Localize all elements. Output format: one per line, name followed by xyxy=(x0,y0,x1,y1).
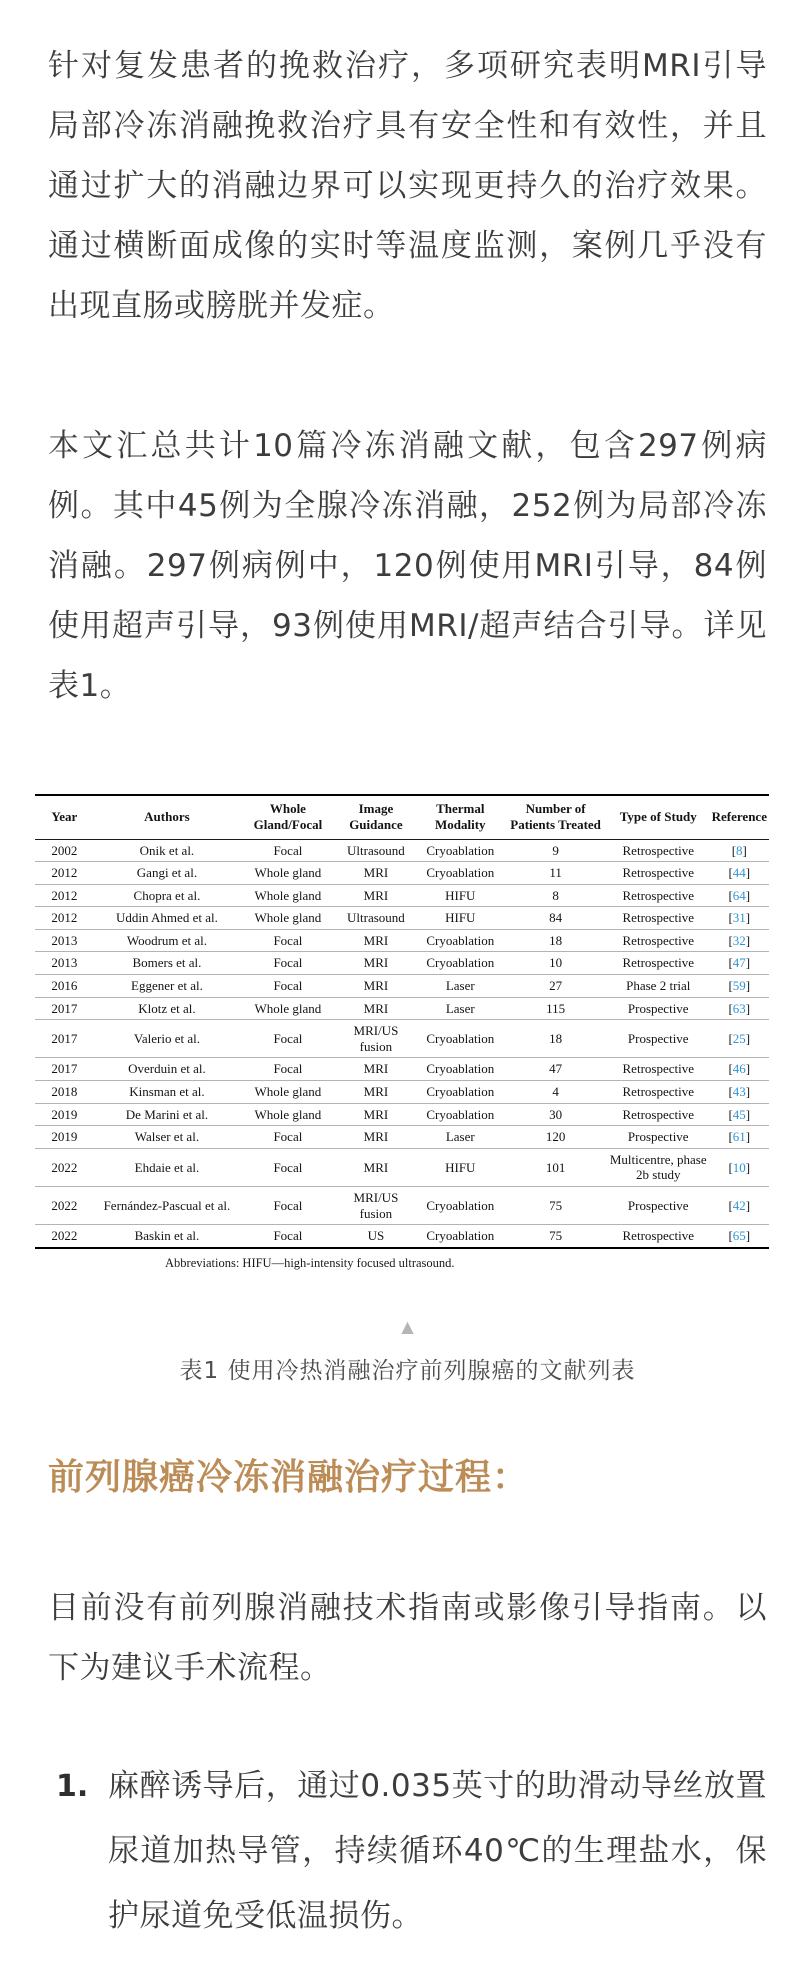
cell-year: 2022 xyxy=(51,1228,78,1244)
table-row xyxy=(35,839,769,862)
cell-guidance: MRI xyxy=(363,887,389,903)
cell-authors: Eggener et al. xyxy=(131,978,203,994)
cell-patients: 11 xyxy=(549,865,562,881)
list-item-number: 1. xyxy=(56,1768,89,1804)
table-row xyxy=(35,1126,769,1149)
table-footnote: Abbreviations: HIFU—high-intensity focused ultrasound. xyxy=(165,1255,455,1270)
cell-gland: Focal xyxy=(273,1061,303,1077)
table-row xyxy=(35,1187,769,1225)
column-header: Reference xyxy=(711,809,767,825)
cell-patients: 10 xyxy=(549,955,563,971)
cell-authors: Kinsman et al. xyxy=(129,1084,205,1100)
cell-guidance: MRI/US fusion xyxy=(353,1023,399,1054)
cell-year: 2022 xyxy=(51,1197,78,1213)
cell-guidance: MRI xyxy=(363,1106,389,1122)
cell-guidance: Ultrasound xyxy=(347,910,405,926)
cell-study: Retrospective xyxy=(622,887,694,903)
cell-study: Retrospective xyxy=(622,1061,694,1077)
cell-year: 2012 xyxy=(51,910,78,926)
column-header: Image Guidance xyxy=(349,801,403,833)
cell-guidance: MRI xyxy=(363,1159,389,1175)
cell-reference-link[interactable]: [46] xyxy=(728,1061,751,1077)
cell-year: 2019 xyxy=(51,1106,78,1122)
cell-patients: 8 xyxy=(552,887,559,903)
cell-gland: Focal xyxy=(273,1129,303,1145)
cell-gland: Whole gland xyxy=(254,865,322,881)
cell-study: Retrospective xyxy=(622,932,694,948)
cell-authors: Klotz et al. xyxy=(138,1000,196,1016)
cell-study: Multicentre, phase 2b study xyxy=(609,1151,707,1183)
cell-study: Retrospective xyxy=(622,842,694,858)
cell-reference-link[interactable]: [59] xyxy=(728,978,751,994)
cell-reference-link[interactable]: [61] xyxy=(728,1129,751,1145)
cell-patients: 18 xyxy=(549,932,563,948)
column-header: Thermal Modality xyxy=(435,801,486,833)
cell-gland: Whole gland xyxy=(254,1106,322,1122)
cell-study: Retrospective xyxy=(622,1106,694,1122)
cell-authors: Uddin Ahmed et al. xyxy=(116,910,218,926)
cell-study: Prospective xyxy=(627,1129,689,1145)
cell-study: Prospective xyxy=(627,1000,689,1016)
cell-reference-link[interactable]: [10] xyxy=(728,1159,751,1175)
table-row xyxy=(35,929,769,952)
column-header: Number of Patients Treated xyxy=(510,801,601,833)
cell-patients: 120 xyxy=(545,1129,566,1145)
table-header-row xyxy=(35,795,769,839)
cell-patients: 18 xyxy=(549,1031,563,1047)
cell-authors: Onik et al. xyxy=(139,842,195,858)
cell-gland: Focal xyxy=(273,955,303,971)
cell-authors: Woodrum et al. xyxy=(126,932,208,948)
cell-patients: 84 xyxy=(549,910,563,926)
cell-modality: HIFU xyxy=(445,887,476,903)
cell-modality: Cryoablation xyxy=(426,865,495,881)
cell-modality: Cryoablation xyxy=(426,1061,495,1077)
table-row xyxy=(35,884,769,907)
cell-patients: 75 xyxy=(549,1228,563,1244)
cell-guidance: MRI xyxy=(363,1129,389,1145)
cell-authors: Baskin et al. xyxy=(134,1228,200,1244)
cell-reference-link[interactable]: [47] xyxy=(728,955,751,971)
cell-reference-link[interactable]: [8] xyxy=(731,842,747,858)
cell-patients: 101 xyxy=(545,1159,566,1175)
cell-patients: 115 xyxy=(546,1000,566,1016)
paragraph-literature-summary: 本文汇总共计10篇冷冻消融文献，包含297例病例。其中45例为全腺冷冻消融，252例为局部冷冻消融。297例病例中，120例使用MRI引导，84例使用超声引导，93例使用MRI/超声结合引导。详见表1。 xyxy=(48,428,767,704)
cell-patients: 47 xyxy=(549,1061,563,1077)
cell-authors: De Marini et al. xyxy=(125,1106,209,1122)
cell-patients: 30 xyxy=(549,1106,563,1122)
table-row xyxy=(35,997,769,1020)
cell-year: 2002 xyxy=(51,842,78,858)
cell-study: Retrospective xyxy=(622,1084,694,1100)
cell-gland: Focal xyxy=(273,978,303,994)
cell-authors: Gangi et al. xyxy=(136,865,198,881)
cell-guidance: MRI xyxy=(363,1084,389,1100)
cell-reference-link[interactable]: [32] xyxy=(728,932,751,948)
cell-study: Retrospective xyxy=(622,865,694,881)
table-row xyxy=(35,1058,769,1081)
column-header: Authors xyxy=(144,809,190,825)
cell-modality: HIFU xyxy=(445,910,476,926)
table-caption: 表1 使用冷热消融治疗前列腺癌的文献列表 xyxy=(179,1357,636,1384)
cell-reference-link[interactable]: [64] xyxy=(728,887,751,903)
section-heading-cryoablation-process: 前列腺癌冷冻消融治疗过程： xyxy=(48,1456,530,1497)
cell-modality: Cryoablation xyxy=(426,842,495,858)
table-row xyxy=(35,907,769,930)
literature-table-figure xyxy=(35,794,769,1271)
table-row xyxy=(35,1081,769,1104)
cell-year: 2017 xyxy=(51,1061,78,1077)
cell-authors: Ehdaie et al. xyxy=(134,1159,200,1175)
cell-modality: Cryoablation xyxy=(426,1084,495,1100)
cell-gland: Focal xyxy=(273,1159,303,1175)
cell-gland: Whole gland xyxy=(254,1084,322,1100)
cell-reference-link[interactable]: [45] xyxy=(728,1106,751,1122)
cell-authors: Bomers et al. xyxy=(132,955,202,971)
table-row xyxy=(35,1225,769,1248)
paragraph-guidelines: 目前没有前列腺消融技术指南或影像引导指南。以下为建议手术流程。 xyxy=(48,1589,767,1686)
cell-study: Phase 2 trial xyxy=(626,978,691,994)
cell-modality: Laser xyxy=(445,978,475,994)
cell-year: 2016 xyxy=(51,978,78,994)
cell-reference-link[interactable]: [63] xyxy=(728,1000,751,1016)
table-row xyxy=(35,975,769,998)
cell-patients: 4 xyxy=(552,1084,559,1100)
cell-modality: Laser xyxy=(445,1000,475,1016)
procedure-list xyxy=(48,1754,767,1949)
cell-reference-link[interactable]: [31] xyxy=(728,910,751,926)
cell-modality: Cryoablation xyxy=(426,1106,495,1122)
cell-guidance: US xyxy=(367,1228,385,1244)
cell-year: 2012 xyxy=(51,887,78,903)
cell-modality: Cryoablation xyxy=(426,1228,495,1244)
cell-year: 2013 xyxy=(51,932,78,948)
literature-table xyxy=(35,794,769,1249)
cell-modality: Cryoablation xyxy=(426,932,495,948)
cell-gland: Whole gland xyxy=(254,887,322,903)
cell-authors: Fernández-Pascual et al. xyxy=(103,1197,231,1213)
cell-gland: Whole gland xyxy=(254,910,322,926)
cell-patients: 9 xyxy=(552,842,559,858)
cell-study: Retrospective xyxy=(622,1228,694,1244)
cell-modality: HIFU xyxy=(445,1159,476,1175)
table-row xyxy=(35,862,769,885)
cell-reference-link[interactable]: [44] xyxy=(728,865,751,881)
cell-gland: Focal xyxy=(273,932,303,948)
cell-modality: Laser xyxy=(445,1129,475,1145)
cell-reference-link[interactable]: [65] xyxy=(728,1228,751,1244)
cell-guidance: MRI xyxy=(363,865,389,881)
procedure-list-item xyxy=(48,1754,767,1949)
list-item-text: 麻醉诱导后，通过0.035英寸的助滑动导丝放置尿道加热导管，持续循环40℃的生理盐水，保护尿道免受低温损伤。 xyxy=(108,1767,767,1934)
cell-guidance: MRI xyxy=(363,955,389,971)
cell-guidance: MRI xyxy=(363,1061,389,1077)
cell-year: 2017 xyxy=(51,1000,78,1016)
cell-patients: 75 xyxy=(549,1197,563,1213)
cell-year: 2013 xyxy=(51,955,78,971)
cell-authors: Chopra et al. xyxy=(133,887,201,903)
cell-guidance: MRI/US fusion xyxy=(353,1190,399,1221)
cell-guidance: MRI xyxy=(363,978,389,994)
cell-study: Prospective xyxy=(627,1197,689,1213)
cell-gland: Whole gland xyxy=(254,1000,322,1016)
cell-gland: Focal xyxy=(273,1031,303,1047)
cell-reference-link[interactable]: [42] xyxy=(728,1197,751,1213)
cell-gland: Focal xyxy=(273,1228,303,1244)
cell-year: 2022 xyxy=(51,1159,78,1175)
cell-reference-link[interactable]: [43] xyxy=(728,1084,751,1100)
table-row xyxy=(35,1148,769,1186)
cell-guidance: MRI xyxy=(363,932,389,948)
collapse-table-button[interactable] xyxy=(48,1317,767,1336)
cell-gland: Focal xyxy=(273,1197,303,1213)
cell-study: Retrospective xyxy=(622,955,694,971)
paragraph-salvage-treatment: 针对复发患者的挽救治疗，多项研究表明MRI引导局部冷冻消融挽救治疗具有安全性和有效性，并且通过扩大的消融边界可以实现更持久的治疗效果。通过横断面成像的实时等温度监测，案例几乎没有出现直肠或膀胱并发症。 xyxy=(48,48,767,324)
cell-authors: Valerio et al. xyxy=(133,1031,200,1047)
column-header: Year xyxy=(51,809,78,825)
cell-modality: Cryoablation xyxy=(426,955,495,971)
cell-authors: Walser et al. xyxy=(134,1129,200,1145)
cell-reference-link[interactable]: [25] xyxy=(728,1031,751,1047)
column-header: Type of Study xyxy=(619,809,697,825)
cell-study: Retrospective xyxy=(622,910,694,926)
cell-guidance: Ultrasound xyxy=(347,842,405,858)
cell-modality: Cryoablation xyxy=(426,1031,495,1047)
table-row xyxy=(35,1103,769,1126)
cell-year: 2019 xyxy=(51,1129,78,1145)
cell-authors: Overduin et al. xyxy=(128,1061,206,1077)
cell-guidance: MRI xyxy=(363,1000,389,1016)
table-row xyxy=(35,1020,769,1058)
cell-study: Prospective xyxy=(627,1031,689,1047)
cell-year: 2018 xyxy=(51,1084,78,1100)
triangle-up-icon: ▲ xyxy=(401,1316,414,1336)
cell-patients: 27 xyxy=(549,978,563,994)
column-header: Whole Gland/Focal xyxy=(253,801,323,833)
table-row xyxy=(35,952,769,975)
cell-modality: Cryoablation xyxy=(426,1197,495,1213)
cell-year: 2012 xyxy=(51,865,78,881)
cell-gland: Focal xyxy=(273,842,303,858)
cell-year: 2017 xyxy=(51,1031,78,1047)
